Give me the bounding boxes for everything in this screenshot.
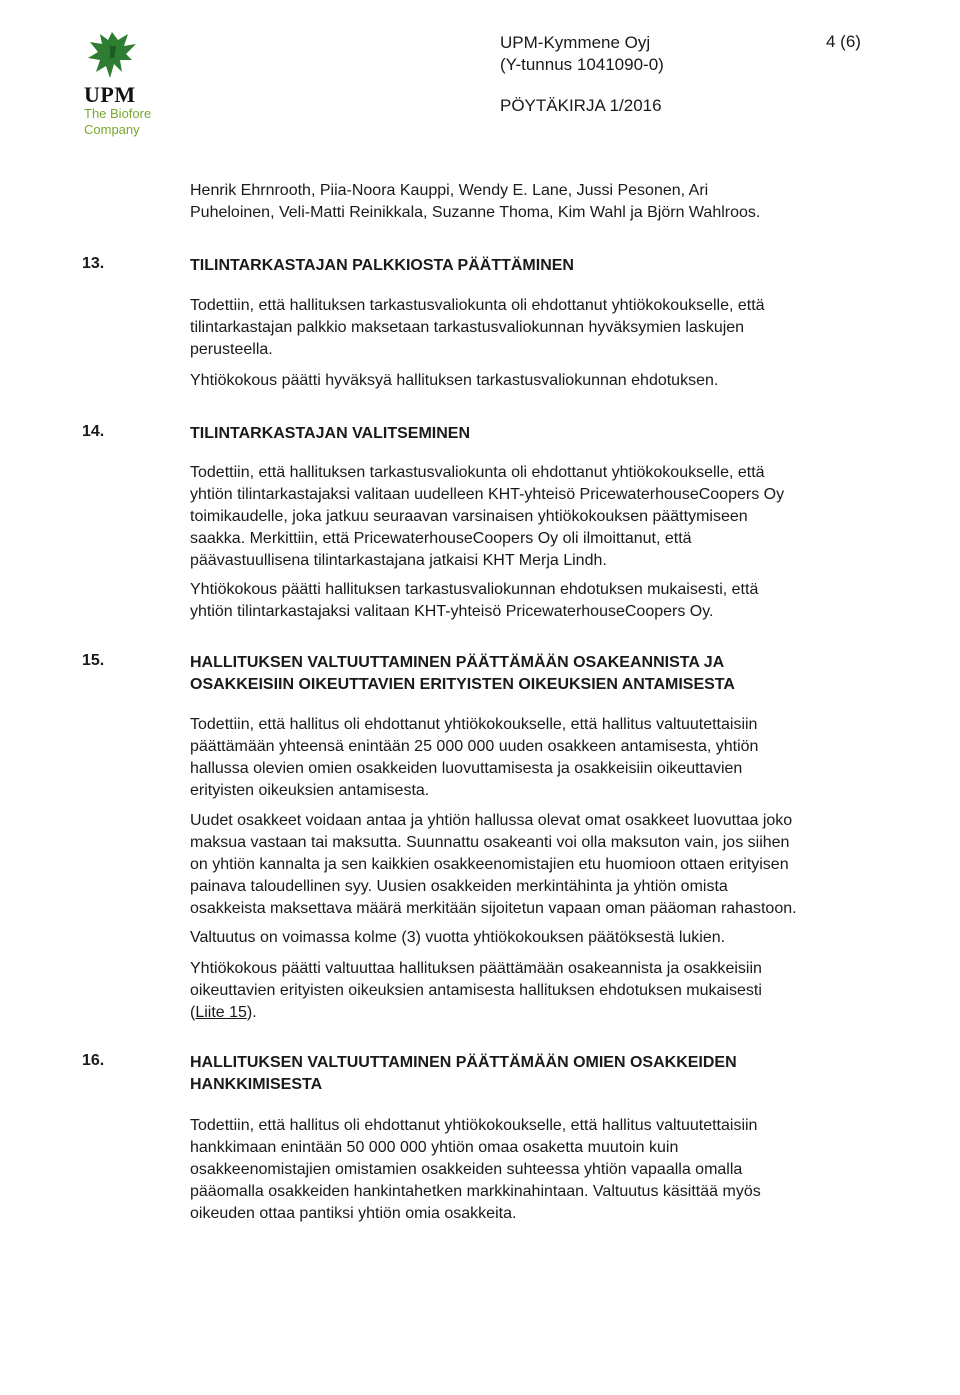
section-13-paragraph-1	[190, 295, 890, 361]
text-line: toimikaudelle, joka jatkuu seuraavan varsinaisen yhtiökokouksen päättymiseen	[190, 508, 748, 525]
text-line: on yhtiön kannalta ja sen kaikkien osakkeenomistajien etu huomioon ottaen erityisen	[190, 856, 789, 873]
text-line: Todettiin, että hallitus oli ehdottanut yhtiökokoukselle, että hallitus valtuutettaisiin	[190, 716, 758, 733]
text-line: maksua vastaan tai maksutta. Suunnattu osakeanti voi olla maksuton vain, jos siihen	[190, 834, 790, 851]
text-line	[190, 1002, 890, 1024]
section-15-paragraph-3: Valtuutus on voimassa kolme (3) vuotta yhtiökokouksen päätöksestä lukien.	[190, 929, 726, 946]
intro-paragraph	[190, 180, 890, 224]
paren-open: (	[190, 1004, 196, 1021]
section-13-paragraph-2: Yhtiökokous päätti hyväksyä hallituksen tarkastusvaliokunnan ehdotuksen.	[190, 372, 719, 389]
text-line: Puheloinen, Veli-Matti Reinikkala, Suzanne Thoma, Kim Wahl ja Björn Wahlroos.	[190, 204, 761, 221]
text-line: painava taloudellinen syy. Uusien osakkeiden merkintähinta ja yhtiön omista	[190, 878, 728, 895]
section-16-paragraph-1	[190, 1115, 890, 1225]
section-number-13: 13.	[82, 255, 105, 272]
section-number-14: 14.	[82, 423, 105, 440]
text-line: osakkeenomistajien omistamien osakkeiden suhteessa yhtiön vapaalla omalla	[190, 1161, 743, 1178]
text-line: hankkimaan enintään 50 000 000 yhtiön omaa osaketta muutoin kuin	[190, 1139, 679, 1156]
text-line: Yhtiökokous päätti hallituksen tarkastusvaliokunnan ehdotuksen mukaisesti, että	[190, 581, 759, 598]
section-14-paragraph-1	[190, 462, 890, 572]
document-title: PÖYTÄKIRJA 1/2016	[500, 96, 662, 115]
title-line: OSAKKEISIIN OIKEUTTAVIEN ERITYISTEN OIKEUKSIEN ANTAMISESTA	[190, 676, 735, 693]
logo-brand: UPM	[84, 82, 136, 107]
paren-close: ).	[246, 1004, 257, 1021]
company-name: UPM-Kymmene Oyj	[500, 33, 651, 52]
text-line: Henrik Ehrnrooth, Piia-Noora Kauppi, Wendy E. Lane, Jussi Pesonen, Ari	[190, 182, 709, 199]
text-line: oikeuden ottaa pantiksi yhtiön omia osakkeita.	[190, 1205, 517, 1222]
text-line: pääomalla osakkeiden hankintahetken markkinahintaan. Valtuutus käsittää myös	[190, 1183, 761, 1200]
text-line: Todettiin, että hallituksen tarkastusvaliokunta oli ehdottanut yhtiökokoukselle, että	[190, 297, 765, 314]
text-line: perusteella.	[190, 341, 273, 358]
text-line: päättämään yhteensä enintään 25 000 000 uuden osakkeen antamisesta, yhtiön	[190, 738, 759, 755]
text-line: Todettiin, että hallitus oli ehdottanut yhtiökokoukselle, että hallitus valtuutettaisiin	[190, 1117, 758, 1134]
text-line: yhtiön tilintarkastajaksi valitaan KHT-yhteisö PricewaterhouseCoopers Oy.	[190, 603, 714, 620]
griffin-icon	[84, 28, 140, 82]
appendix-link[interactable]: Liite 15	[195, 1004, 247, 1021]
section-title-13: TILINTARKASTAJAN PALKKIOSTA PÄÄTTÄMINEN	[190, 257, 574, 274]
section-number-15: 15.	[82, 652, 105, 669]
section-title-15	[190, 652, 890, 696]
section-15-paragraph-2	[190, 810, 890, 920]
text-line: tilintarkastajan palkkio maksetaan tarkastusvaliokunnan hyväksymien laskujen	[190, 319, 745, 336]
title-line: HANKKIMISESTA	[190, 1076, 323, 1093]
section-number-16: 16.	[82, 1052, 105, 1069]
text-line: erityisten oikeuksien antamisesta.	[190, 782, 430, 799]
text-line: saakka. Merkittiin, että PricewaterhouseCoopers Oy oli ilmoittanut, että	[190, 530, 692, 547]
section-title-16	[190, 1052, 890, 1096]
business-id: (Y-tunnus 1041090-0)	[500, 55, 664, 74]
text-line: Yhtiökokous päätti valtuuttaa hallituksen päättämään osakeannista ja osakkeisiin	[190, 960, 762, 977]
title-line: HALLITUKSEN VALTUUTTAMINEN PÄÄTTÄMÄÄN OMIEN OSAKKEIDEN	[190, 1054, 737, 1071]
logo-tagline-2: Company	[84, 122, 140, 137]
section-15-paragraph-4	[190, 958, 890, 1024]
title-line: HALLITUKSEN VALTUUTTAMINEN PÄÄTTÄMÄÄN OSAKEANNISTA JA	[190, 654, 725, 671]
page-number: 4 (6)	[826, 32, 861, 51]
header-company-info	[500, 32, 664, 76]
text-line: oikeuttavien erityisten oikeuksien antamisesta hallituksen ehdotuksen mukaisesti	[190, 982, 762, 999]
section-15-paragraph-1	[190, 714, 890, 802]
text-line: hallussa olevien omien osakkeiden luovuttamisesta ja osakkeisiin oikeuttavien	[190, 760, 743, 777]
text-line: yhtiön tilintarkastajaksi valitaan uudelleen KHT-yhteisö PricewaterhouseCoopers Oy	[190, 486, 785, 503]
text-line: Todettiin, että hallituksen tarkastusvaliokunta oli ehdottanut yhtiökokoukselle, että	[190, 464, 765, 481]
section-title-14: TILINTARKASTAJAN VALITSEMINEN	[190, 425, 470, 442]
section-14-paragraph-2	[190, 579, 890, 623]
text-line: osakkeista maksettava määrä merkitään sijoitetun vapaan oman pääoman rahastoon.	[190, 900, 797, 917]
text-line: päävastuullisena tilintarkastajana jatkaisi KHT Merja Lindh.	[190, 552, 607, 569]
company-logo	[84, 28, 194, 138]
logo-tagline-1: The Biofore	[84, 106, 152, 121]
text-line: Uudet osakkeet voidaan antaa ja yhtiön hallussa olevat omat osakkeet luovuttaa joko	[190, 812, 793, 829]
